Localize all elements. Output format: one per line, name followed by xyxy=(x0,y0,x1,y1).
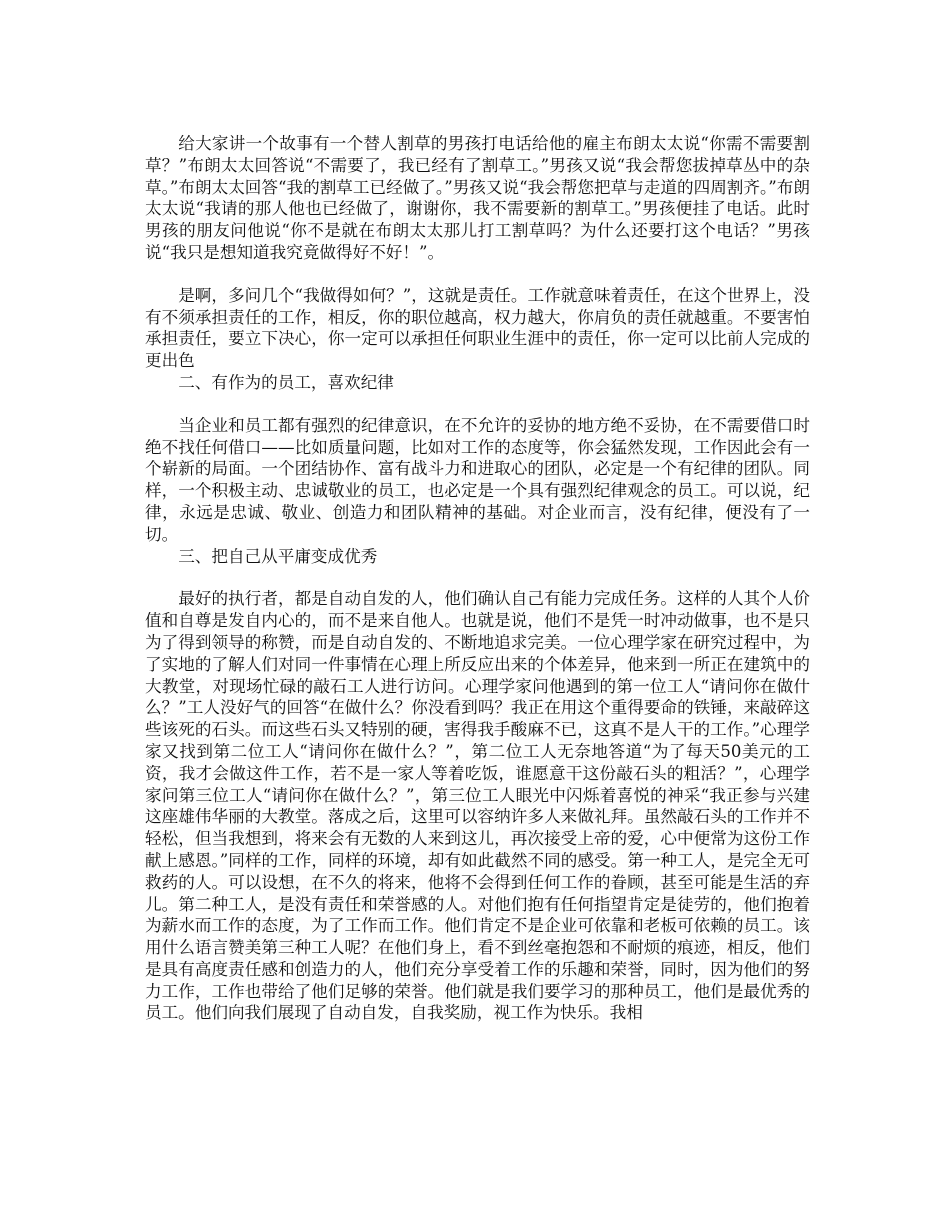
section-heading-excellence: 三、把自己从平庸变成优秀 xyxy=(178,546,378,566)
paragraph-excellence: 最好的执行者，都是自动自发的人，他们确认自己有能力完成任务。这样的人其个人价值和自尊是发自内心的，而不是来自他人。也就是说，他们不是凭一时冲动做事，也不是只为了得到领导的称赞，而是自动自发的、不断地追求完美。一位心理学家在研究过程中，为了实地的了解人们对同一件事情在心理上所反应出来的个体差异，他来到一所正在建筑中的大教堂，对现场忙碌的敲石工人进行访问。心理学家问他遇到的第一位工人“请问你在做什么？”工人没好气的回答“在做什么？你没看到吗？我正在用这个重得要命的铁锤，来敲碎这些该死的石头。而这些石头又特别的硬，害得我手酸麻不已，这真不是人干的工作。”心理学家又找到第二位工人“请问你在做什么？”，第二位工人无奈地答道“为了每天50美元的工资，我才会做这件工作，若不是一家人等着吃饭，谁愿意干这份敲石头的粗活？”，心理学家问第三位工人“请问你在做什么？”，第三位工人眼光中闪烁着喜悦的神采“我正参与兴建这座雄伟华丽的大教堂。落成之后，这里可以容纳许多人来做礼拜。虽然敲石头的工作并不轻松，但当我想到，将来会有无数的人来到这儿，再次接受上帝的爱，心中便常为这份工作献上感恩。”同样的工作，同样的环境，却有如此截然不同的感受。第一种工人，是完全无可救药的人。可以设想，在不久的将来，他将不会得到任何工作的眷顾，甚至可能是生活的弃儿。第二种工人，是没有责任和荣誉感的人。对他们抱有任何指望肯定是徒劳的，他们抱着为薪水而工作的态度，为了工作而工作。他们肯定不是企业可依靠和老板可依赖的员工。该用什么语言赞美第三种工人呢？在他们身上，看不到丝毫抱怨和不耐烦的痕迹，相反，他们是具有高度责任感和创造力的人，他们充分享受着工作的乐趣和荣誉，同时，因为他们的努力工作，工作也带给了他们足够的荣誉。他们就是我们要学习的那种员工，他们是最优秀的员工。他们向我们展现了自动自发，自我奖励，视工作为快乐。我相 xyxy=(145,589,810,1023)
section-heading-discipline: 二、有作为的员工，喜欢纪律 xyxy=(178,372,394,392)
paragraph-responsibility: 是啊，多问几个“我做得如何？”，这就是责任。工作就意味着责任，在这个世界上，没有不须承担责任的工作，相反，你的职位越高，权力越大，你肩负的责任就越重。不要害怕承担责任，要立下决心，你一定可以承担任何职业生涯中的责任，你一定可以比前人完成的更出色 xyxy=(145,285,810,371)
paragraph-discipline: 当企业和员工都有强烈的纪律意识，在不允许的妥协的地方绝不妥协，在不需要借口时绝不找任何借口——比如质量问题，比如对工作的态度等，你会猛然发现，工作因此会有一个崭新的局面。一个团结协作、富有战斗力和进取心的团队，必定是一个有纪律的团队。同样，一个积极主动、忠诚敬业的员工，也必定是一个具有强烈纪律观念的员工。可以说，纪律，永远是忠诚、敬业、创造力和团队精神的基础。对企业而言，没有纪律，便没有了一切。 xyxy=(145,415,810,544)
document-body xyxy=(145,133,810,1024)
paragraph-story: 给大家讲一个故事有一个替人割草的男孩打电话给他的雇主布朗太太说“你需不需要割草？”布朗太太回答说“不需要了，我已经有了割草工。”男孩又说“我会帮您拔掉草丛中的杂草。”布朗太太回答“我的割草工已经做了。”男孩又说“我会帮您把草与走道的四周割齐。”布朗太太说“我请的那人他也已经做了，谢谢你，我不需要新的割草工。”男孩便挂了电话。此时男孩的朋友问他说“你不是就在布朗太太那儿打工割草吗？为什么还要打这个电话？”男孩说“我只是想知道我究竟做得好不好！”。 xyxy=(145,134,810,262)
